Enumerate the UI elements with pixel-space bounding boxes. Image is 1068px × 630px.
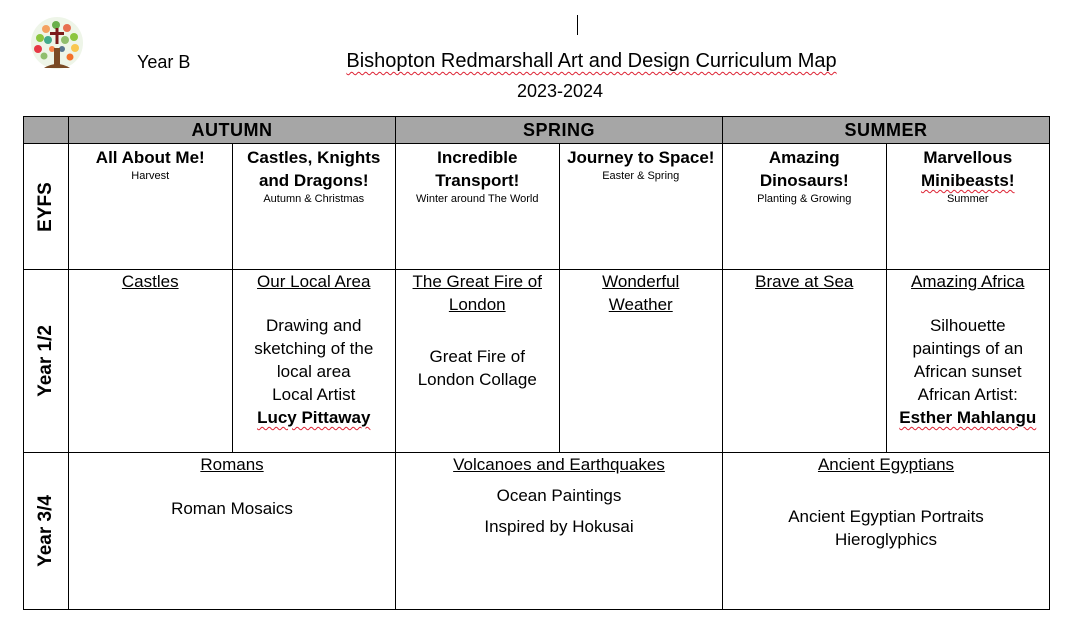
eyfs-autumn-2: Castles, Knights and Dragons! Autumn & Christmas <box>232 144 396 270</box>
y34-autumn: Romans Roman Mosaics <box>69 453 396 610</box>
season-header-row <box>24 117 1050 144</box>
row-label-year-3-4: Year 3/4 <box>24 453 69 610</box>
table-row <box>24 270 1050 453</box>
season-summer: SUMMER <box>723 117 1050 144</box>
eyfs-summer-1: Amazing Dinosaurs! Planting & Growing <box>723 144 887 270</box>
y12-summer-1: Brave at Sea <box>723 270 887 453</box>
page-subtitle: 2023-2024 <box>516 81 604 101</box>
row-label-year-1-2: Year 1/2 <box>24 270 69 453</box>
eyfs-spring-1: Incredible Transport! Winter around The World <box>396 144 560 270</box>
y34-summer: Ancient Egyptians Ancient Egyptian Portraits Hieroglyphics <box>723 453 1050 610</box>
eyfs-summer-2: Marvellous Minibeasts! Summer <box>886 144 1050 270</box>
text-cursor <box>577 15 578 35</box>
season-autumn: AUTUMN <box>69 117 396 144</box>
page-title: Bishopton Redmarshall Art and Design Curriculum Map <box>346 50 837 72</box>
row-label-eyfs: EYFS <box>24 144 69 270</box>
curriculum-table <box>23 116 1050 610</box>
table-row <box>24 453 1050 610</box>
year-label: Year B <box>137 52 191 72</box>
y12-summer-2: Amazing Africa Silhouette paintings of an African sunset African Artist: Esther Mahlangu <box>886 270 1050 453</box>
y12-autumn-1: Castles <box>69 270 233 453</box>
corner-cell <box>24 117 69 144</box>
y12-spring-2: Wonderful Weather <box>559 270 723 453</box>
season-spring: SPRING <box>396 117 723 144</box>
eyfs-spring-2: Journey to Space! Easter & Spring <box>559 144 723 270</box>
y12-spring-1: The Great Fire of London Great Fire of London Collage <box>396 270 560 453</box>
table-row <box>24 144 1050 270</box>
y34-spring: Volcanoes and Earthquakes Ocean Paintings Inspired by Hokusai <box>396 453 723 610</box>
y12-autumn-2: Our Local Area Drawing and sketching of the local area Local Artist Lucy Pittaway <box>232 270 396 453</box>
eyfs-autumn-1: All About Me! Harvest <box>69 144 233 270</box>
